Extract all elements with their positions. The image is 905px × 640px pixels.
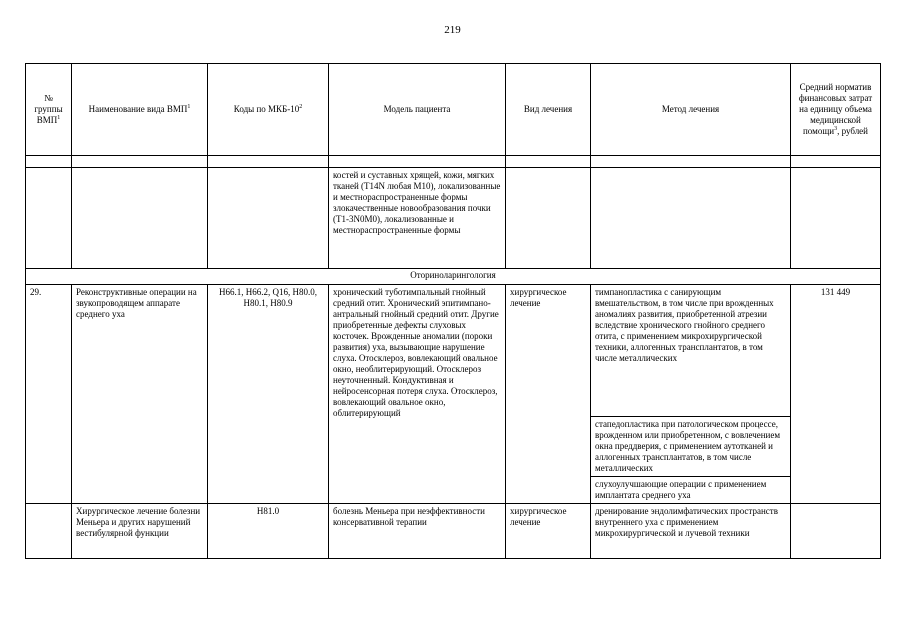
header-model: Модель пациента: [329, 64, 506, 156]
header-group-no: № группы ВМП$^1$: [26, 64, 72, 156]
row-treatment: хирургическое лечение: [506, 285, 591, 504]
section-title: Оториноларингология: [26, 269, 881, 285]
table-row-continuation: [26, 168, 881, 269]
row-name: Реконструктивные операции на звукопроводящем аппарате среднего уха: [72, 285, 208, 504]
row-model: хронический туботимпальный гнойный средний отит. Хронический эпитимпано-антральный гнойный средний отит. Другие приобретенные дефекты слуховых косточек. Врожденные аномалии (пороки развития) уха, вызывающие нарушение слуха. Отосклероз, вовлекающий овальное окно, необлитерирующий. Отосклероз неуточненный. Кондуктивная и нейросенсорная потеря слуха. Отосклероз, вовлекающий овальное окно, облитерирующий: [329, 285, 506, 504]
row-no: [26, 504, 72, 559]
row-method: стапедопластика при патологическом процессе, врожденном или приобретенном, с вовлечением окна преддверия, с применением аутотканей и аллогенных трансплантатов, в том числе металлических: [591, 417, 791, 477]
header-name: Наименование вида ВМП$^1$: [72, 64, 208, 156]
section-row: [26, 269, 881, 285]
row-cost: 131 449: [791, 285, 881, 504]
vmp-table: [25, 63, 881, 559]
row-codes: H66.1, H66.2, Q16, H80.0, H80.1, H80.9: [208, 285, 329, 504]
header-treatment-type: Вид лечения: [506, 64, 591, 156]
continuation-model: костей и суставных хрящей, кожи, мягких тканей (T14N любая M10), локализованные и местнораспространенные формы злокачественные новообразования почки (T1-3N0M0), локализованные и местнораспространенные формы: [329, 168, 506, 269]
table-row: [26, 285, 881, 417]
table-row: [26, 504, 881, 559]
row-name: Хирургическое лечение болезни Меньера и других нарушений вестибулярной функции: [72, 504, 208, 559]
row-method: дренирование эндолимфатических пространств внутреннего уха с применением микрохирургической и лучевой техники: [591, 504, 791, 559]
row-method: тимпанопластика с санирующим вмешательством, в том числе при врожденных аномалиях развития, приобретенной атрезии вследствие хронического гнойного среднего отита, с применением микрохирургической техники, аллогенных трансплантатов, в том числе металлических: [591, 285, 791, 417]
header-codes: Коды по МКБ-$10^2$: [208, 64, 329, 156]
page-number: 219: [444, 24, 461, 36]
table-spacer-row: [26, 156, 881, 168]
header-method: Метод лечения: [591, 64, 791, 156]
row-codes: H81.0: [208, 504, 329, 559]
row-no: 29.: [26, 285, 72, 504]
table-header-row: [26, 64, 881, 156]
row-treatment: хирургическое лечение: [506, 504, 591, 559]
row-cost: [791, 504, 881, 559]
row-model: болезнь Меньера при неэффективности консервативной терапии: [329, 504, 506, 559]
header-cost: Средний норматив финансовых затрат на единицу объема медицинской помощи$^3$, рублей: [791, 64, 881, 156]
row-method: слухоулучшающие операции с применением имплантата среднего уха: [591, 477, 791, 504]
